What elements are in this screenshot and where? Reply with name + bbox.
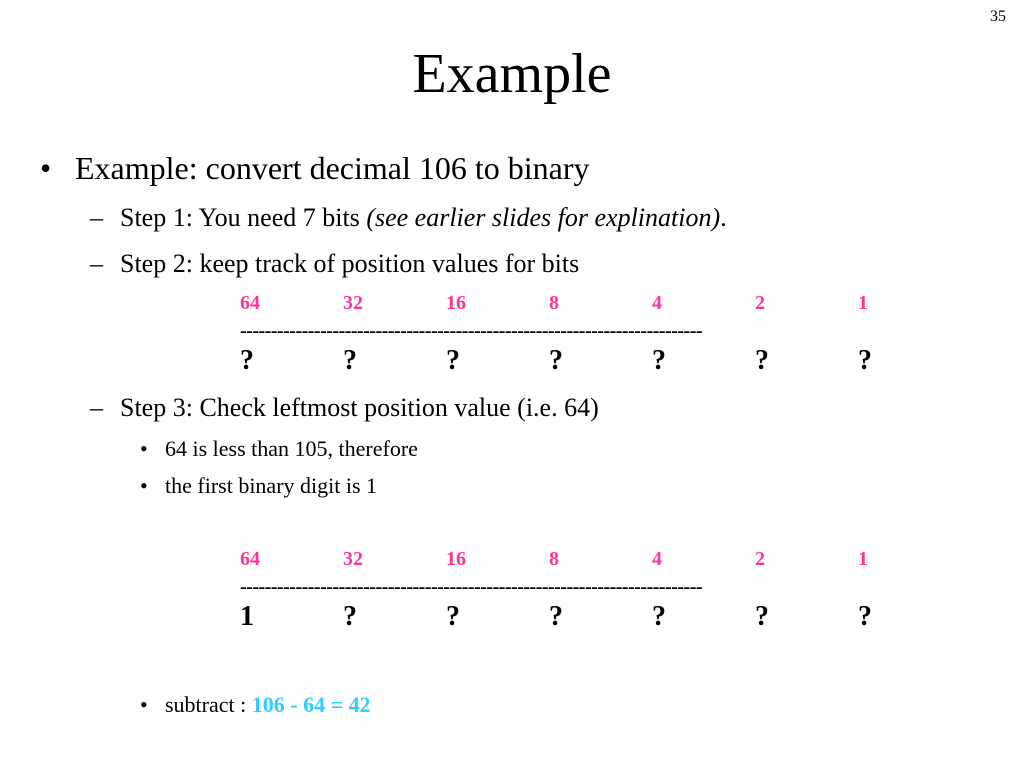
main-bullet-text: Example: convert decimal 106 to binary	[75, 150, 590, 186]
position-value: 64	[240, 292, 260, 314]
divider-line: ---------------------------------------------------------------------------	[240, 576, 703, 598]
position-value: 32	[343, 548, 363, 570]
divider-line: ---------------------------------------------------------------------------	[240, 320, 703, 342]
bit-value: 1	[240, 601, 254, 632]
bit-value: ?	[549, 345, 563, 376]
position-value: 1	[858, 292, 868, 314]
bullet-dot: •	[40, 150, 52, 186]
bit-value: ?	[858, 601, 872, 632]
position-value: 2	[755, 548, 765, 570]
bit-value: ?	[652, 601, 666, 632]
dash-marker: –	[90, 203, 103, 232]
step2-text: Step 2: keep track of position values for bits	[120, 249, 580, 278]
position-value: 16	[446, 292, 466, 314]
subtract-expression: 106 - 64 = 42	[251, 692, 371, 717]
bullet-dot: •	[140, 692, 148, 717]
position-value: 8	[549, 292, 559, 314]
bit-value: ?	[446, 345, 460, 376]
position-value: 4	[652, 292, 662, 314]
slide-number: 35	[990, 8, 1006, 25]
step3-sub-item: 64 is less than 105, therefore	[165, 436, 418, 461]
bit-value: ?	[343, 345, 357, 376]
bit-value: ?	[755, 345, 769, 376]
position-value: 8	[549, 548, 559, 570]
position-value: 64	[240, 548, 260, 570]
position-values-row	[240, 292, 940, 322]
step1-line	[120, 203, 727, 233]
bit-value: ?	[240, 345, 254, 376]
bit-value: ?	[446, 601, 460, 632]
step1-tail: .	[720, 203, 727, 232]
subtract-line	[165, 692, 371, 718]
bit-value: ?	[858, 345, 872, 376]
dash-marker: –	[90, 393, 103, 422]
step1-italic-note: (see earlier slides for explination)	[366, 203, 721, 232]
bit-value: ?	[549, 601, 563, 632]
bullet-dot: •	[140, 436, 148, 461]
step3-text: Step 3: Check leftmost position value (i.e. 64)	[120, 393, 599, 422]
dash-marker: –	[90, 249, 103, 278]
position-value: 2	[755, 292, 765, 314]
bit-value: ?	[652, 345, 666, 376]
position-value: 16	[446, 548, 466, 570]
position-value: 1	[858, 548, 868, 570]
bit-value: ?	[343, 601, 357, 632]
bit-value: ?	[755, 601, 769, 632]
position-value: 32	[343, 292, 363, 314]
slide-title: Example	[412, 43, 612, 105]
step3-sub-item: the first binary digit is 1	[165, 473, 378, 498]
subtract-label: subtract :	[165, 692, 252, 717]
position-value: 4	[652, 548, 662, 570]
step1-text: Step 1: You need 7 bits	[120, 203, 367, 232]
bits-row	[240, 345, 940, 375]
bits-row	[240, 601, 940, 631]
position-values-row	[240, 548, 940, 578]
bullet-dot: •	[140, 473, 148, 498]
